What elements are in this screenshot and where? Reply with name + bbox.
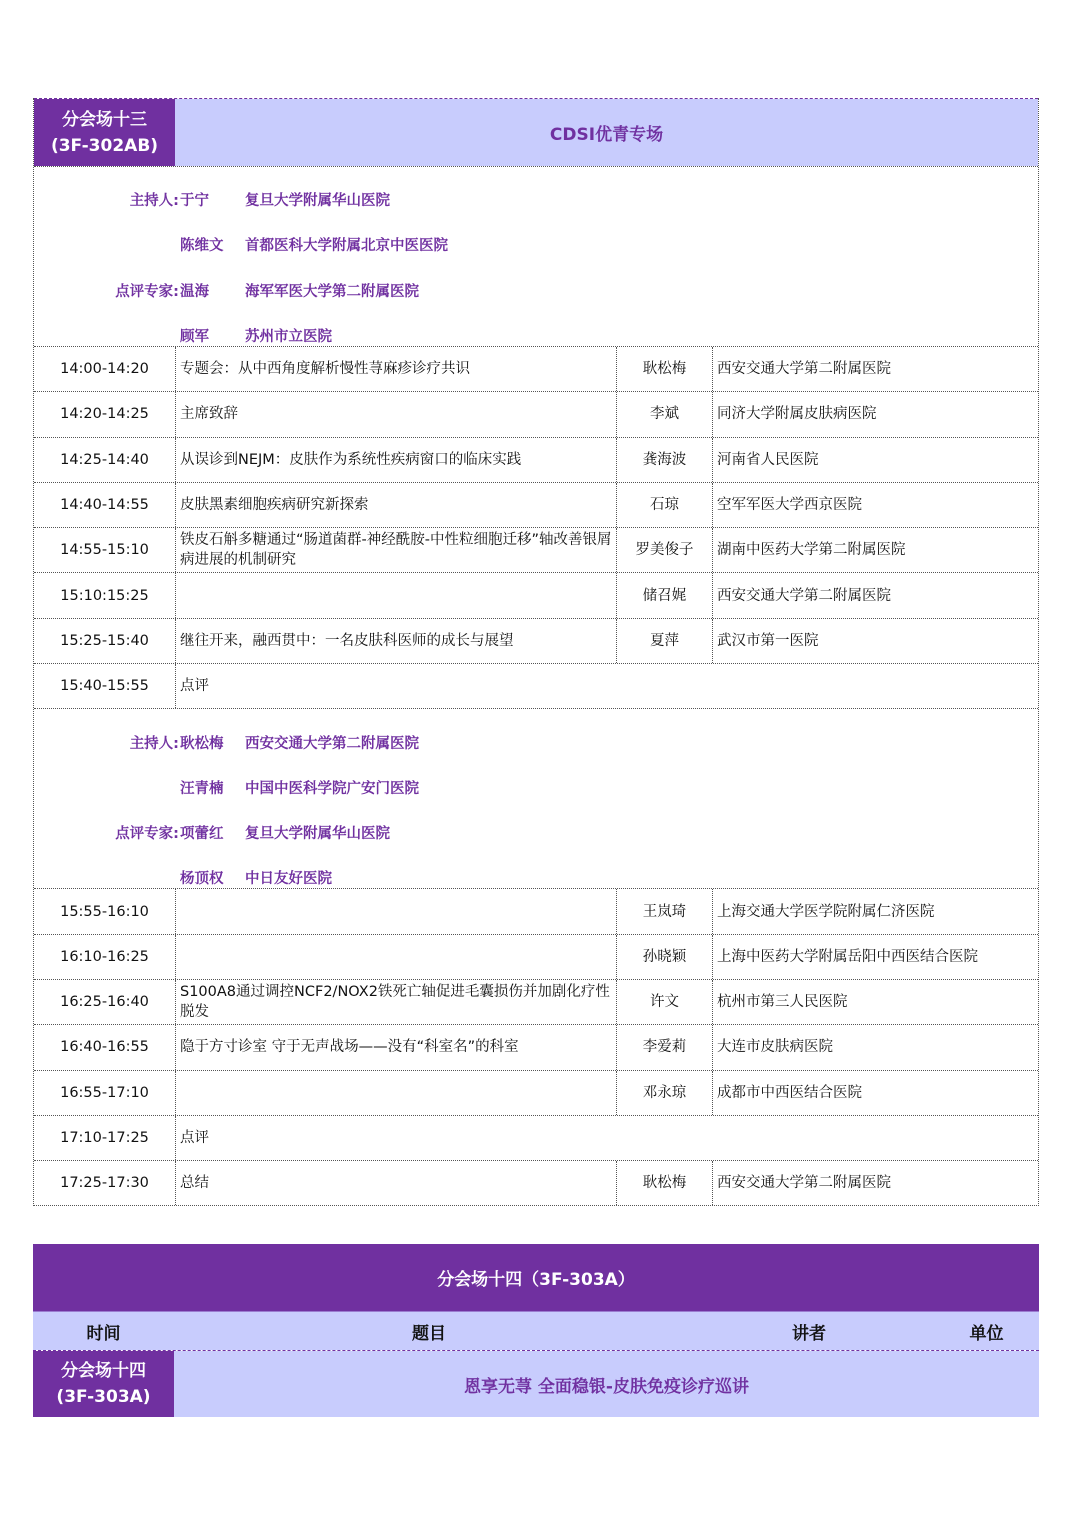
table-row — [34, 1024, 1038, 1069]
host-org: 海军军医大学第二附属医院 — [245, 283, 419, 300]
host-name: 于宁 — [180, 193, 209, 210]
host-org: 首都医科大学附属北京中医医院 — [245, 238, 448, 255]
speaker-cell: 石琼 — [616, 483, 712, 527]
venue-room: (3F-302AB) — [50, 135, 159, 156]
host-name: 项蕾红 — [180, 826, 224, 843]
host-line — [34, 222, 1038, 267]
table-row — [34, 391, 1038, 436]
host-org: 苏州市立医院 — [245, 329, 332, 346]
time-cell: 16:40-16:55 — [60, 1039, 149, 1056]
session-13-header — [34, 98, 1038, 166]
host-name: 杨顶权 — [180, 871, 224, 888]
table-row — [34, 346, 1038, 391]
topic-cell: 主席致辞 — [175, 392, 616, 436]
col-topic: 题目 — [412, 1323, 446, 1344]
org-cell: 西安交通大学第二附属医院 — [712, 1161, 1038, 1205]
col-time: 时间 — [86, 1323, 121, 1344]
host-line — [34, 765, 1038, 810]
time-cell: 16:10-16:25 — [60, 948, 149, 965]
venue-name: 分会场十四 — [61, 1361, 146, 1381]
speaker-cell: 王岚琦 — [616, 889, 712, 933]
speaker-cell: 储召娓 — [616, 573, 712, 617]
time-cell: 15:40-15:55 — [60, 678, 149, 695]
venue-room: (3F-303A) — [56, 1387, 151, 1407]
speaker-cell: 耿松梅 — [616, 347, 712, 391]
topic-cell: 总结 — [175, 1161, 616, 1205]
topic-cell: 从误诊到NEJM：皮肤作为系统性疾病窗口的临床实践 — [175, 438, 616, 482]
time-cell: 15:25-15:40 — [60, 632, 149, 649]
org-cell: 西安交通大学第二附属医院 — [712, 573, 1038, 617]
host-line — [34, 268, 1038, 313]
host-name: 陈维文 — [180, 238, 224, 255]
speaker-cell: 罗美俊子 — [616, 528, 712, 572]
topic-cell: 皮肤黑素细胞疾病研究新探索 — [175, 483, 616, 527]
table-row — [34, 527, 1038, 572]
time-cell: 15:55-16:10 — [60, 903, 149, 920]
session-14-header — [33, 1350, 1039, 1417]
table-row — [34, 1160, 1038, 1205]
table-row — [34, 1115, 1038, 1160]
host-org: 中日友好医院 — [245, 871, 332, 888]
speaker-cell: 李斌 — [616, 392, 712, 436]
speaker-cell: 李爱莉 — [616, 1025, 712, 1069]
table-row — [34, 934, 1038, 979]
host-name: 耿松梅 — [180, 735, 224, 752]
org-cell: 杭州市第三人民医院 — [712, 980, 1038, 1024]
topic-cell: 点评 — [175, 664, 1038, 708]
host-line — [34, 719, 1038, 764]
speaker-cell: 许文 — [616, 980, 712, 1024]
time-cell: 14:55-15:10 — [60, 542, 149, 559]
table-row — [34, 888, 1038, 933]
session-14-table — [33, 1244, 1039, 1417]
org-cell: 西安交通大学第二附属医院 — [712, 347, 1038, 391]
topic-cell — [175, 1071, 616, 1115]
speaker-cell: 耿松梅 — [616, 1161, 712, 1205]
role-label: 点评专家: — [115, 826, 179, 843]
table-row — [34, 482, 1038, 527]
speaker-cell: 孙晓颖 — [616, 935, 712, 979]
session-title: 恩享无荨 全面稳银-皮肤免疫诊疗巡讲 — [174, 1351, 1039, 1417]
topic-cell: 铁皮石斛多糖通过“肠道菌群-神经酰胺-中性粒细胞迁移”轴改善银屑病进展的机制研究 — [175, 528, 616, 572]
time-cell: 16:55-17:10 — [60, 1084, 149, 1101]
org-cell: 上海交通大学医学院附属仁济医院 — [712, 889, 1038, 933]
table-row — [34, 437, 1038, 482]
time-cell: 15:10:15:25 — [60, 587, 149, 604]
org-cell: 大连市皮肤病医院 — [712, 1025, 1038, 1069]
time-cell: 14:40-14:55 — [60, 497, 149, 514]
time-cell: 14:00-14:20 — [60, 361, 149, 378]
speaker-cell: 邓永琼 — [616, 1071, 712, 1115]
table-row — [34, 618, 1038, 663]
column-headers — [33, 1311, 1039, 1350]
topic-cell: S100A8通过调控NCF2/NOX2铁死亡轴促进毛囊损伤并加剧化疗性脱发 — [175, 980, 616, 1024]
venue-label — [33, 1351, 174, 1417]
table-row — [34, 979, 1038, 1024]
session-title: CDSI优青专场 — [175, 99, 1038, 166]
topic-cell — [175, 573, 616, 617]
org-cell: 成都市中西医结合医院 — [712, 1071, 1038, 1115]
host-org: 西安交通大学第二附属医院 — [245, 735, 419, 752]
table-row — [34, 663, 1038, 708]
time-cell: 17:10-17:25 — [60, 1130, 149, 1146]
topic-cell: 点评 — [175, 1116, 1038, 1160]
time-cell: 14:25-14:40 — [60, 451, 149, 468]
session-13-table — [33, 98, 1039, 1206]
org-cell: 上海中医药大学附属岳阳中西医结合医院 — [712, 935, 1038, 979]
host-line — [34, 810, 1038, 855]
table-row — [34, 1070, 1038, 1115]
hosts-block — [34, 166, 1038, 346]
host-name: 温海 — [180, 283, 209, 300]
org-cell: 空军军医大学西京医院 — [712, 483, 1038, 527]
col-org: 单位 — [969, 1323, 1004, 1344]
topic-cell — [175, 935, 616, 979]
topic-cell: 专题会：从中西角度解析慢性荨麻疹诊疗共识 — [175, 347, 616, 391]
time-cell: 16:25-16:40 — [60, 994, 149, 1011]
host-line — [34, 177, 1038, 222]
topic-cell: 继往开来，融西贯中：一名皮肤科医师的成长与展望 — [175, 619, 616, 663]
session-14-banner: 分会场十四（3F-303A） — [33, 1244, 1039, 1311]
venue-label — [34, 99, 175, 166]
host-org: 中国中医科学院广安门医院 — [245, 780, 419, 797]
org-cell: 河南省人民医院 — [712, 438, 1038, 482]
host-org: 复旦大学附属华山医院 — [245, 193, 390, 210]
org-cell: 武汉市第一医院 — [712, 619, 1038, 663]
host-name: 汪青楠 — [180, 780, 224, 797]
topic-cell — [175, 889, 616, 933]
venue-name: 分会场十三 — [62, 109, 147, 130]
table-row — [34, 572, 1038, 617]
speaker-cell: 夏萍 — [616, 619, 712, 663]
host-name: 顾军 — [180, 329, 209, 346]
col-speaker: 讲者 — [792, 1323, 826, 1344]
host-org: 复旦大学附属华山医院 — [245, 826, 390, 843]
role-label: 主持人: — [129, 735, 179, 752]
speaker-cell: 龚海波 — [616, 438, 712, 482]
hosts-block — [34, 708, 1038, 888]
topic-cell: 隐于方寸诊室 守于无声战场——没有“科室名”的科室 — [175, 1025, 616, 1069]
org-cell: 湖南中医药大学第二附属医院 — [712, 528, 1038, 572]
org-cell: 同济大学附属皮肤病医院 — [712, 392, 1038, 436]
role-label: 主持人: — [129, 193, 179, 210]
role-label: 点评专家: — [115, 283, 179, 300]
time-cell: 14:20-14:25 — [60, 406, 149, 423]
time-cell: 17:25-17:30 — [60, 1175, 149, 1192]
